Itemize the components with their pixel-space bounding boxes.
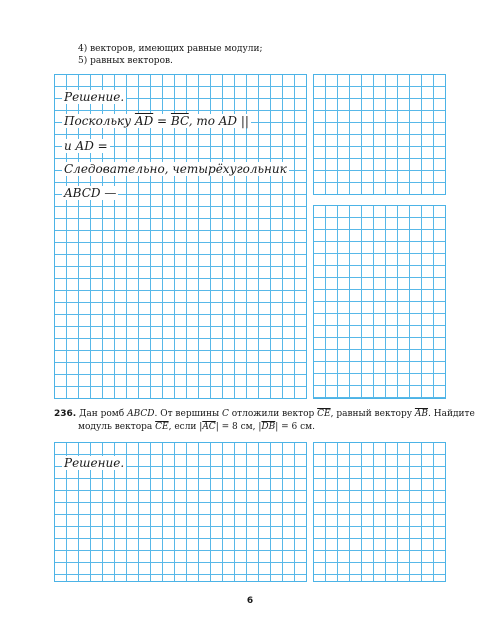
- grid-side-236: [313, 442, 446, 582]
- problem-236-line-2: [78, 422, 315, 432]
- vector-ce: $\overline{CE}$: [317, 409, 331, 419]
- problem-text: | = 6 см.: [275, 422, 316, 432]
- vector-db: $\overline{DB}$: [261, 422, 276, 432]
- equals-sign: =: [153, 114, 171, 128]
- vector-bc: $\overline{BC}$: [170, 114, 189, 128]
- problem-236-line-1: [54, 409, 475, 419]
- problem-text: | = 8 см, |: [215, 422, 262, 432]
- solution-line-2: [62, 114, 251, 128]
- vector-ce: $\overline{CE}$: [155, 422, 169, 432]
- list-item-4: 4) векторов, имеющих равные модули;: [78, 44, 263, 54]
- list-item-5: 5) равных векторов.: [78, 56, 173, 66]
- problem-text: . От вершины: [154, 409, 222, 419]
- vertex-c: C: [221, 409, 229, 419]
- grid-side-bottom: [313, 205, 446, 399]
- problem-text: , если |: [168, 422, 203, 432]
- vector-ab: $\overline{AB}$: [414, 409, 429, 419]
- solution-236-heading: Решение.: [64, 456, 125, 470]
- problem-text: , равный вектору: [330, 409, 415, 419]
- solution-line-4: Следовательно, четырёхугольник: [64, 162, 287, 176]
- vector-ac: $\overline{AC}$: [202, 422, 216, 432]
- grid-side-top: [313, 74, 446, 195]
- page-number: 6: [246, 596, 254, 606]
- problem-text: отложили вектор: [228, 409, 318, 419]
- solution-line-3: и AD =: [64, 139, 108, 153]
- problem-text: модуль вектора: [78, 422, 156, 432]
- solution-line-2-end: , то AD ||: [188, 114, 249, 128]
- solution-heading: Решение.: [64, 90, 125, 104]
- problem-text: Дан ромб: [76, 409, 128, 419]
- solution-line-5: ABCD —: [64, 186, 117, 200]
- solution-line-2-start: Поскольку: [64, 114, 135, 128]
- rhombus-name: ABCD: [127, 409, 155, 419]
- problem-text: . Найдите: [428, 409, 475, 419]
- vector-ad: $\overline{AD}$: [134, 114, 154, 128]
- problem-number: 236.: [54, 409, 77, 419]
